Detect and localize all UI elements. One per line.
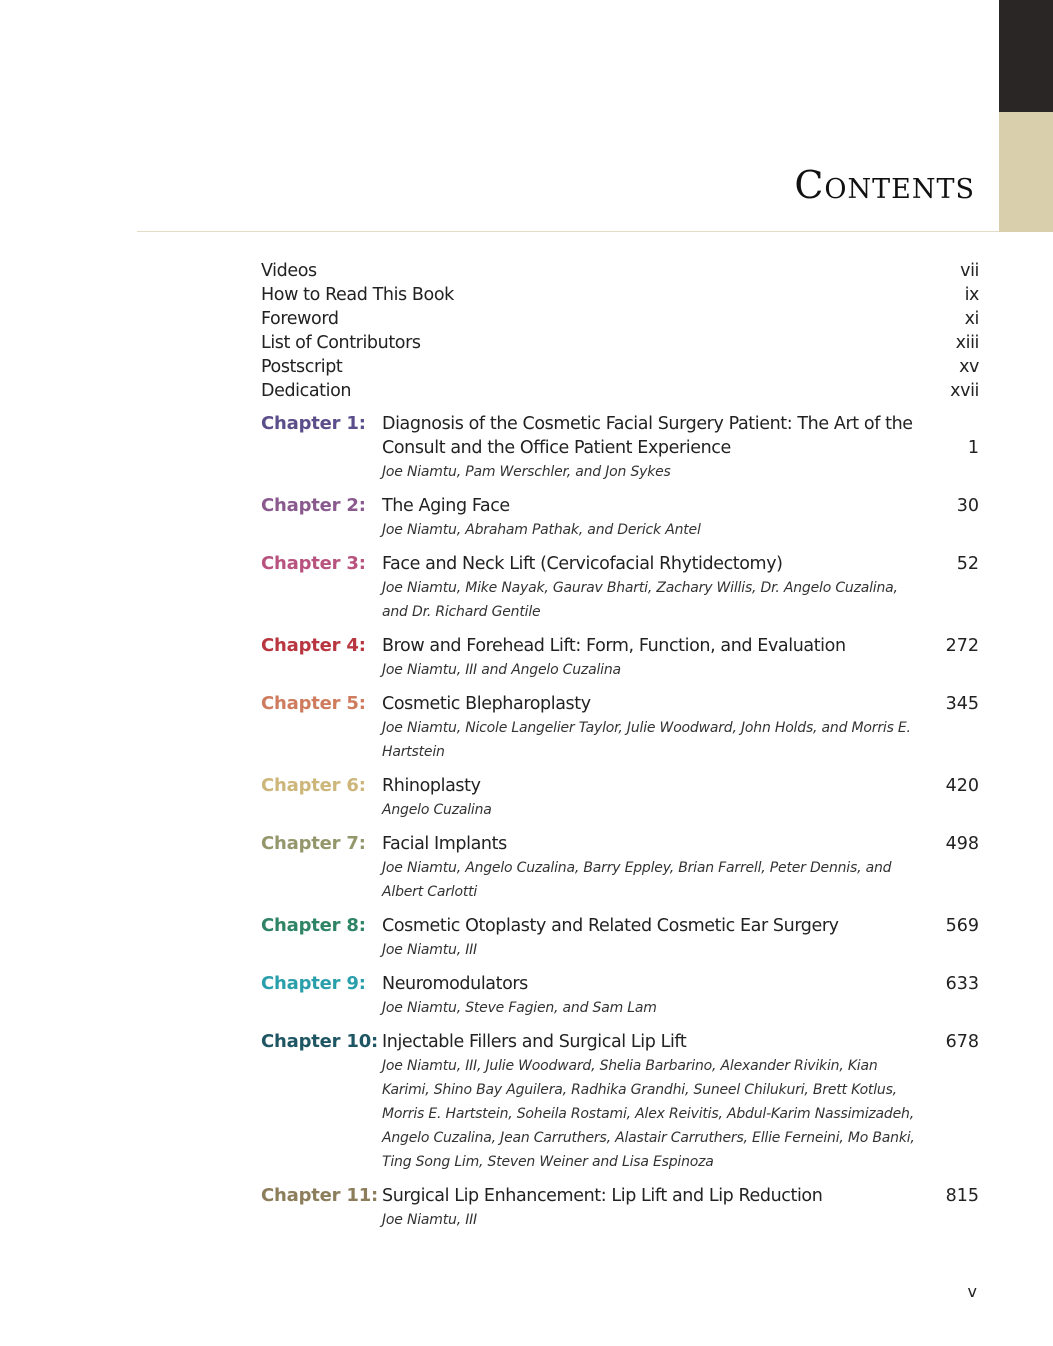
chapter-entry[interactable] xyxy=(261,774,979,822)
entry-page: xi xyxy=(964,309,979,329)
chapter-label: Chapter 7: xyxy=(261,833,366,854)
chapter-authors: Joe Niamtu, III, Julie Woodward, Shelia Barbarino, Alexander Rivikin, Kian Karimi, Shino Bay Aguilera, Radhika Grandhi, Suneel Chilukuri, Brett Kotlus, Morris E. Hartstein, Soheila Rostami, Alex Reivitis, Abdul-Karim Nassimizadeh, Angelo Cuzalina, Jean Carruthers, Alastair Carruthers, Ellie Ferneini, Mo Banki, Ting Song Lim, Steven Weiner and Lisa Espinoza xyxy=(382,1058,915,1170)
chapter-title: Surgical Lip Enhancement: Lip Lift and Lip Reduction xyxy=(382,1186,823,1206)
chapter-entry[interactable] xyxy=(261,1030,979,1174)
front-matter-entry[interactable] xyxy=(261,379,979,403)
front-matter-entry[interactable] xyxy=(261,331,979,355)
entry-page: vii xyxy=(960,261,979,281)
chapter-title: Neuromodulators xyxy=(382,974,528,994)
front-matter-list xyxy=(261,259,979,403)
chapter-entry[interactable] xyxy=(261,914,979,962)
front-matter-entry[interactable] xyxy=(261,259,979,283)
header-tab-tan xyxy=(999,112,1053,232)
chapter-authors: Joe Niamtu, Steve Fagien, and Sam Lam xyxy=(382,1000,657,1016)
entry-title: Videos xyxy=(261,261,317,281)
chapter-page: 498 xyxy=(945,834,979,854)
entry-page: xiii xyxy=(955,333,979,353)
chapter-entry[interactable] xyxy=(261,494,979,542)
entry-title: List of Contributors xyxy=(261,333,421,353)
chapter-authors: Joe Niamtu, Mike Nayak, Gaurav Bharti, Zachary Willis, Dr. Angelo Cuzalina, and Dr. Richard Gentile xyxy=(382,580,898,620)
entry-page: xvii xyxy=(950,381,979,401)
chapter-authors: Joe Niamtu, III xyxy=(382,942,477,958)
chapter-label: Chapter 5: xyxy=(261,693,366,714)
page-title: Contents xyxy=(794,163,975,207)
chapter-authors: Joe Niamtu, Nicole Langelier Taylor, Julie Woodward, John Holds, and Morris E. Hartstein xyxy=(382,720,911,760)
chapter-title: Rhinoplasty xyxy=(382,776,481,796)
chapter-entry[interactable] xyxy=(261,1184,979,1232)
chapter-label: Chapter 1: xyxy=(261,413,366,434)
chapter-entry[interactable] xyxy=(261,832,979,904)
entry-title: How to Read This Book xyxy=(261,285,454,305)
chapter-title: Brow and Forehead Lift: Form, Function, and Evaluation xyxy=(382,636,846,656)
chapter-page: 569 xyxy=(945,916,979,936)
chapter-page: 633 xyxy=(945,974,979,994)
chapter-title: Injectable Fillers and Surgical Lip Lift xyxy=(382,1032,687,1052)
chapter-authors: Joe Niamtu, Abraham Pathak, and Derick Antel xyxy=(382,522,701,538)
chapter-label: Chapter 9: xyxy=(261,973,366,994)
chapter-list xyxy=(261,412,979,1232)
chapter-label: Chapter 10: xyxy=(261,1031,379,1052)
chapter-entry[interactable] xyxy=(261,692,979,764)
chapter-authors: Joe Niamtu, Pam Werschler, and Jon Sykes xyxy=(382,464,671,480)
chapter-authors: Joe Niamtu, III xyxy=(382,1212,477,1228)
entry-page: xv xyxy=(959,357,979,377)
chapter-page: 272 xyxy=(945,636,979,656)
chapter-page: 1 xyxy=(967,438,979,458)
chapter-entry[interactable] xyxy=(261,972,979,1020)
entry-title: Foreword xyxy=(261,309,339,329)
chapter-entry[interactable] xyxy=(261,412,979,484)
chapter-title: Facial Implants xyxy=(382,834,507,854)
chapter-page: 52 xyxy=(956,554,979,574)
chapter-page: 345 xyxy=(945,694,979,714)
chapter-entry[interactable] xyxy=(261,634,979,682)
chapter-title: Diagnosis of the Cosmetic Facial Surgery Patient: The Art of the Consult and the Office Patient Experience xyxy=(382,414,913,458)
chapter-label: Chapter 8: xyxy=(261,915,366,936)
chapter-label: Chapter 3: xyxy=(261,553,366,574)
entry-title: Dedication xyxy=(261,381,352,401)
chapter-title: Cosmetic Otoplasty and Related Cosmetic Ear Surgery xyxy=(382,916,839,936)
chapter-page: 30 xyxy=(956,496,979,516)
chapter-authors: Joe Niamtu, III and Angelo Cuzalina xyxy=(382,662,621,678)
front-matter-entry[interactable] xyxy=(261,355,979,379)
chapter-entry[interactable] xyxy=(261,552,979,624)
chapter-page: 678 xyxy=(945,1032,979,1052)
chapter-title: Cosmetic Blepharoplasty xyxy=(382,694,591,714)
chapter-page: 420 xyxy=(945,776,979,796)
chapter-label: Chapter 2: xyxy=(261,495,366,516)
header-tab-dark xyxy=(999,0,1053,112)
page-number: v xyxy=(967,1282,977,1301)
header-divider xyxy=(137,231,999,232)
chapter-authors: Angelo Cuzalina xyxy=(382,802,492,818)
chapter-title: Face and Neck Lift (Cervicofacial Rhytidectomy) xyxy=(382,554,783,574)
chapter-page: 815 xyxy=(945,1186,979,1206)
chapter-label: Chapter 6: xyxy=(261,775,366,796)
chapter-title: The Aging Face xyxy=(382,496,510,516)
front-matter-entry[interactable] xyxy=(261,283,979,307)
chapter-label: Chapter 4: xyxy=(261,635,366,656)
front-matter-entry[interactable] xyxy=(261,307,979,331)
chapter-label: Chapter 11: xyxy=(261,1185,379,1206)
chapter-authors: Joe Niamtu, Angelo Cuzalina, Barry Eppley, Brian Farrell, Peter Dennis, and Albert Carlotti xyxy=(382,860,892,900)
entry-page: ix xyxy=(964,285,979,305)
entry-title: Postscript xyxy=(261,357,343,377)
table-of-contents xyxy=(261,259,979,1242)
